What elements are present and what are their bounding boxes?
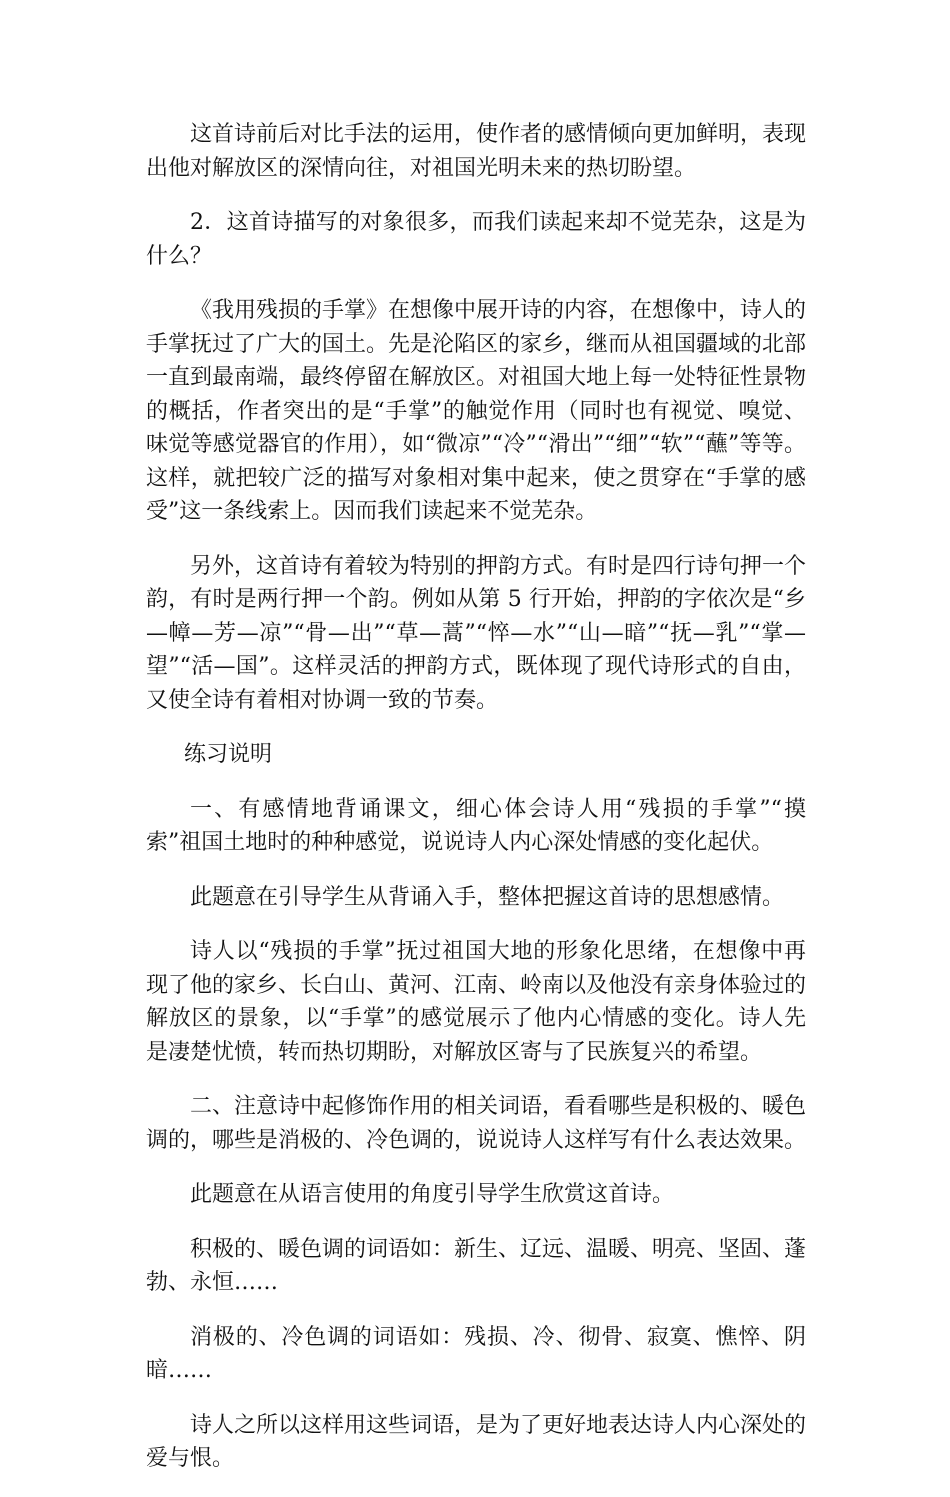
paragraph-exercise-1-intent: 此题意在引导学生从背诵入手，整体把握这首诗的思想感情。: [190, 884, 785, 910]
paragraph-rhyme-scheme: 另外，这首诗有着较为特别的押韵方式。有时是四行诗句押一个韵，有时是两行押一个韵。例如从第 5 行开始，押韵的字依次是“乡—幛—芳—凉”“骨—出”“草—蒿”“悴—水”“山—暗”“抚—乳”“掌—望”“活—国”。这样灵活的押韵方式，既体现了现代诗形式的自由，又使全诗有着相对协调一致的节奏。: [146, 553, 807, 713]
section-heading-text: 练习说明: [184, 742, 273, 767]
paragraph-conclusion: 诗人之所以这样用这些词语，是为了更好地表达诗人内心深处的爱与恨。: [146, 1412, 807, 1471]
paragraph-exercise-1: 一、有感情地背诵课文，细心体会诗人用“残损的手掌”“摸索”祖国土地时的种种感觉，说说诗人内心深处情感的变化起伏。: [146, 796, 806, 855]
paragraph-answer-hand-imagery: 《我用残损的手掌》在想像中展开诗的内容，在想像中，诗人的手掌抚过了广大的国土。先是沦陷区的家乡，继而从祖国疆域的北部一直到最南端，最终停留在解放区。对祖国大地上每一处特征性景物的概括，作者突出的是“手掌”的触觉作用（同时也有视觉、嗅觉、味觉等感觉器官的作用），如“微凉”“冷”“滑出”“细”“软”“蘸”等等。这样，就把较广泛的描写对象相对集中起来，使之贯穿在“手掌的感受”这一条线索上。因而我们读起来不觉芜杂。: [146, 298, 807, 524]
paragraph-warm-words: 积极的、暖色调的词语如：新生、辽远、温暖、明亮、坚固、蓬勃、永恒……: [146, 1236, 807, 1295]
paragraph-exercise-2: 二、注意诗中起修饰作用的相关词语，看看哪些是积极的、暖色调的，哪些是消极的、冷色调的，说说诗人这样写有什么表达效果。: [146, 1094, 807, 1153]
paragraph-contrast-summary: 这首诗前后对比手法的运用，使作者的感情倾向更加鲜明，表现出他对解放区的深情向往，对祖国光明未来的热切盼望。: [146, 122, 807, 181]
section-heading: [146, 738, 806, 772]
paragraph-exercise-1-explanation: 诗人以“残损的手掌”抚过祖国大地的形象化思绪，在想像中再现了他的家乡、长白山、黄河、江南、岭南以及他没有亲身体验过的解放区的景象，以“手掌”的感觉展示了他内心情感的变化。诗人先是凄楚忧愤，转而热切期盼，对解放区寄与了民族复兴的希望。: [146, 939, 807, 1065]
paragraph-question-2: 2．这首诗描写的对象很多，而我们读起来却不觉芜杂，这是为什么？: [146, 210, 806, 269]
paragraph-cold-words: 消极的、冷色调的词语如：残损、冷、彻骨、寂寞、憔悴、阴暗……: [146, 1324, 806, 1383]
paragraph-exercise-2-intent: 此题意在从语言使用的角度引导学生欣赏这首诗。: [190, 1182, 675, 1207]
document-body: [146, 118, 806, 1497]
